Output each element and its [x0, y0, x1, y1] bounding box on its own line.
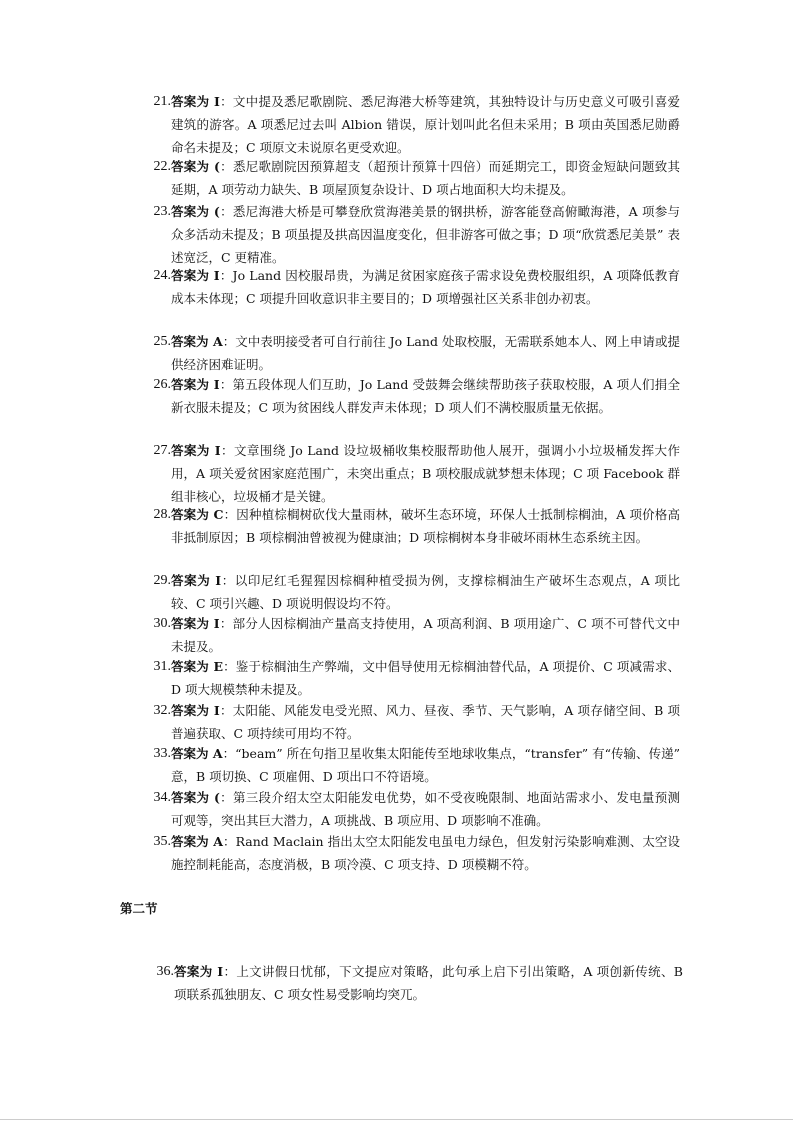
answer-content [171, 830, 680, 876]
answer-item-25 [145, 330, 680, 376]
answer-item-32 [145, 699, 680, 745]
answer-explanation: ：“beam” 所在句指卫星收集太阳能传至地球收集点，“transfer” 有“传输、传递” 意，B 项切换、C 项雇佣、D 项出口不符语境。 [171, 746, 680, 784]
answer-item-28 [145, 503, 680, 549]
question-number: 32. [153, 703, 171, 718]
question-number: 36. [156, 964, 174, 979]
answer-item-23 [145, 200, 680, 269]
answer-content [171, 200, 680, 269]
answer-label: 答案为 C [171, 507, 224, 522]
answer-content [171, 569, 680, 615]
answer-explanation: ：悉尼海港大桥是可攀登欣赏海港美景的钢拱桥，游客能登高俯瞰海港，A 项参与众多活动未提及；B 项虽提及拱高因温度变化，但非游客可做之事；D 项“欣赏悉尼美景” 表述宽泛，C 更精准。 [171, 204, 680, 265]
answer-explanation: ：上文讲假日忧郁，下文提应对策略，此句承上启下引出策略，A 项创新传统、B 项联系孤独朋友、C 项女性易受影响均突兀。 [174, 964, 683, 1002]
answer-item-29 [145, 569, 680, 615]
answer-item-22 [145, 155, 680, 201]
answer-label: 答案为 A [171, 746, 223, 761]
answer-label: 答案为 I [171, 268, 220, 283]
answer-explanation: ：部分人因棕榈油产量高支持使用，A 项高利润、B 项用途广、C 项不可替代文中未提及。 [171, 616, 680, 654]
answer-item-21 [145, 90, 680, 159]
answer-explanation: ：以印尼红毛猩猩因棕榈种植受损为例，支撑棕榈油生产破坏生态观点，A 项比较、C 项引兴趣、D 项说明假设均不符。 [171, 573, 680, 611]
answer-label: 答案为 ( [171, 159, 220, 174]
question-number: 22. [153, 159, 171, 174]
question-number: 35. [153, 834, 171, 849]
answer-label: 答案为 I [171, 616, 220, 631]
question-number: 30. [153, 616, 171, 631]
question-number: 23. [153, 204, 171, 219]
answer-label: 答案为 I [171, 377, 220, 392]
answer-item-30 [145, 612, 680, 658]
answer-content [171, 742, 680, 788]
answer-content [171, 330, 680, 376]
answer-label: 答案为 I [171, 443, 221, 458]
answer-label: 答案为 E [171, 659, 223, 674]
answer-explanation: ：鉴于棕榈油生产弊端，文中倡导使用无棕榈油替代品，A 项提价、C 项减需求、D 项大规模禁种未提及。 [171, 659, 680, 697]
question-number: 31. [153, 659, 171, 674]
answer-explanation: ：文章围绕 Jo Land 设垃圾桶收集校服帮助他人展开，强调小小垃圾桶发挥大作用，A 项关爱贫困家庭范围广，未突出重点；B 项校服成就梦想未体现；C 项 Facebook 群组非核心，垃圾桶才是关键。 [171, 443, 680, 504]
question-number: 28. [153, 507, 171, 522]
answer-label: 答案为 I [171, 703, 220, 718]
answer-explanation: ：Rand Maclain 指出太空太阳能发电虽电力绿色，但发射污染影响难测、太空设施控制耗能高，态度消极，B 项冷漠、C 项支持、D 项模糊不符。 [171, 834, 680, 872]
answer-item-27 [145, 439, 680, 508]
question-number: 34. [153, 790, 171, 805]
answer-content [171, 439, 680, 508]
answer-content [171, 373, 680, 419]
answer-item-24 [145, 264, 680, 310]
answer-label: 答案为 I [171, 573, 222, 588]
question-number: 27. [153, 443, 171, 458]
answer-explanation: ：文中表明接受者可自行前往 Jo Land 处取校服，无需联系她本人、网上申请或提供经济困难证明。 [171, 334, 680, 372]
answer-item-36 [148, 960, 683, 1006]
question-number: 21. [153, 94, 171, 109]
answer-label: 答案为 A [171, 834, 223, 849]
answer-label: 答案为 I [174, 964, 224, 979]
answer-explanation: ：因种植棕榈树砍伐大量雨林，破坏生态环境，环保人士抵制棕榈油，A 项价格高非抵制原因；B 项棕榈油曾被视为健康油；D 项棕榈树本身非破坏雨林生态系统主因。 [171, 507, 680, 545]
answer-explanation: ：Jo Land 因校服昂贵，为满足贫困家庭孩子需求设免费校服组织，A 项降低教育成本未体现；C 项提升回收意识非主要目的；D 项增强社区关系非创办初衷。 [171, 268, 681, 306]
answer-explanation: ：第五段体现人们互助，Jo Land 受鼓舞会继续帮助孩子获取校服，A 项人们捐全新衣服未提及；C 项为贫困线人群发声未体现；D 项人们不满校服质量无依据。 [171, 377, 681, 415]
answer-label: 答案为 I [171, 94, 220, 109]
answer-content [171, 786, 680, 832]
page-bottom-divider [0, 1119, 793, 1120]
answer-explanation: ：悉尼歌剧院因预算超支（超预计预算十四倍）而延期完工，即资金短缺问题致其延期，A 项劳动力缺失、B 项屋顶复杂设计、D 项占地面积大均未提及。 [171, 159, 680, 197]
answer-item-35 [145, 830, 680, 876]
question-number: 24. [153, 268, 171, 283]
answer-content [174, 960, 683, 1006]
answer-explanation: ：第三段介绍太空太阳能发电优势，如不受夜晚限制、地面站需求小、发电量预测可观等，突出其巨大潜力，A 项挑战、B 项应用、D 项影响不准确。 [171, 790, 680, 828]
question-number: 29. [153, 573, 171, 588]
answer-content [171, 699, 680, 745]
answer-item-26 [145, 373, 680, 419]
answer-explanation: ：文中提及悉尼歌剧院、悉尼海港大桥等建筑，其独特设计与历史意义可吸引喜爱建筑的游客。A 项悉尼过去叫 Albion 错误，原计划叫此名但未采用；B 项由英国悉尼勋爵命名未提及；C 项原文未说原名更受欢迎。 [171, 94, 680, 155]
answer-content [171, 612, 680, 658]
question-number: 33. [153, 746, 171, 761]
answer-explanation: ：太阳能、风能发电受光照、风力、昼夜、季节、天气影响，A 项存储空间、B 项普遍获取、C 项持续可用均不符。 [171, 703, 680, 741]
answer-content [171, 655, 680, 701]
answer-content [171, 155, 680, 201]
answer-label: 答案为 ( [171, 204, 220, 219]
answer-content [171, 90, 680, 159]
answer-item-34 [145, 786, 680, 832]
answer-label: 答案为 ( [171, 790, 220, 805]
question-number: 25. [153, 334, 171, 349]
question-number: 26. [153, 377, 171, 392]
section-title: 第二节 [120, 901, 158, 916]
answer-label: 答案为 A [171, 334, 223, 349]
answer-content [171, 264, 680, 310]
answer-content [171, 503, 680, 549]
answer-item-31 [145, 655, 680, 701]
answer-item-33 [145, 742, 680, 788]
